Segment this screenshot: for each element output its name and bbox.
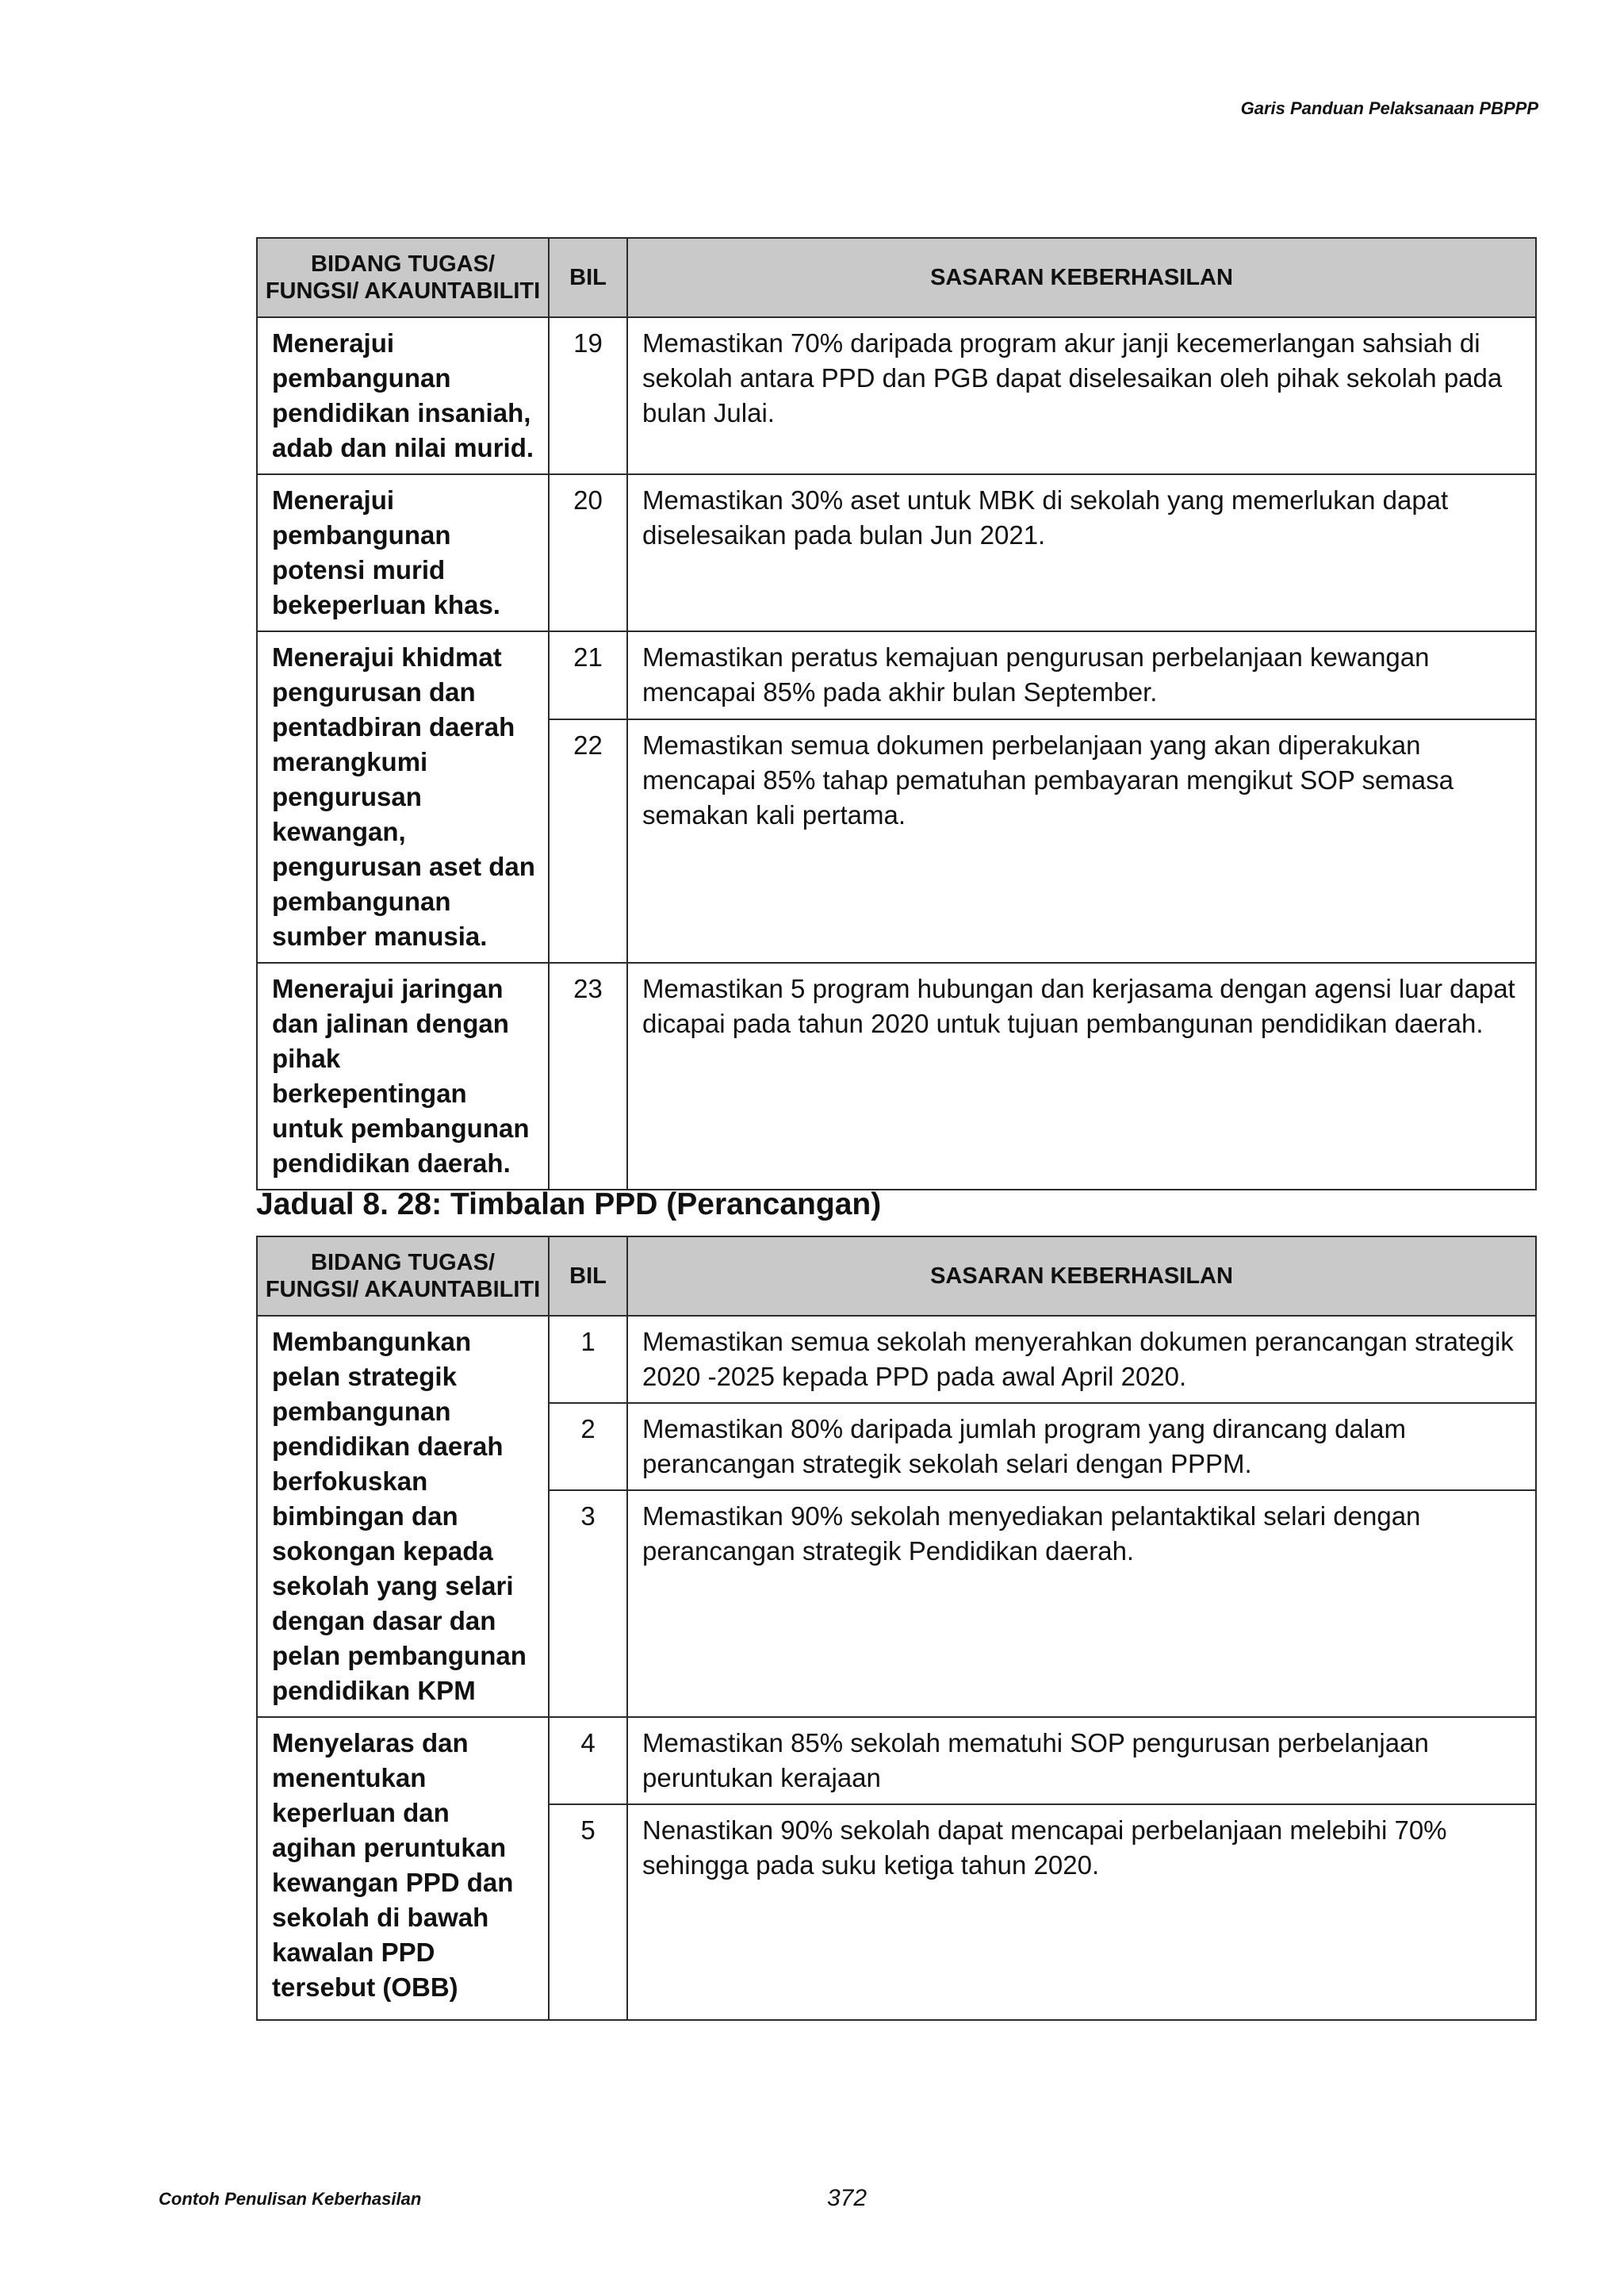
table-row [257,631,1536,719]
bil-cell: 22 [549,719,627,963]
bidang-cell: Menerajui khidmat pengurusan dan pentadbiran daerah merangkumi pengurusan kewangan, pengurusan aset dan pembangunan sumber manusia. [257,631,549,963]
header-bil: BIL [549,1236,627,1316]
bidang-cell: Membangunkan pelan strategik pembangunan pendidikan daerah berfokuskan bimbingan dan sokongan kepada sekolah yang selari dengan dasar dan pelan pembangunan pendidikan KPM [257,1316,549,1717]
header-sasaran: SASARAN KEBERHASILAN [627,1236,1536,1316]
table-akauntabiliti-2 [256,1236,1537,2021]
header-sasaran: SASARAN KEBERHASILAN [627,238,1536,317]
sasaran-cell: Memastikan 90% sekolah menyediakan pelantaktikal selari dengan perancangan strategik Pendidikan daerah. [627,1490,1536,1717]
sasaran-cell: Memastikan 70% daripada program akur janji kecemerlangan sahsiah di sekolah antara PPD dan PGB dapat diselesaikan oleh pihak sekolah pada bulan Julai. [627,317,1536,474]
page-number: 372 [827,2185,868,2211]
table-caption: Jadual 8. 28: Timbalan PPD (Perancangan) [256,1187,882,1221]
bil-cell: 20 [549,474,627,631]
bil-cell: 23 [549,963,627,1190]
table-row [257,474,1536,631]
sasaran-cell: Memastikan 85% sekolah mematuhi SOP pengurusan perbelanjaan peruntukan kerajaan [627,1717,1536,1804]
sasaran-cell: Memastikan 80% daripada jumlah program yang dirancang dalam perancangan strategik sekolah selari dengan PPPM. [627,1403,1536,1490]
bidang-cell: Menerajui pembangunan pendidikan insaniah, adab dan nilai murid. [257,317,549,474]
table-row [257,963,1536,1190]
table-row [257,317,1536,474]
bil-cell: 19 [549,317,627,474]
bil-cell: 5 [549,1804,627,2020]
sasaran-cell: Memastikan peratus kemajuan pengurusan perbelanjaan kewangan mencapai 85% pada akhir bulan September. [627,631,1536,719]
table-row [257,1717,1536,1804]
bil-cell: 1 [549,1316,627,1403]
bidang-cell: Menerajui jaringan dan jalinan dengan pihak berkepentingan untuk pembangunan pendidikan daerah. [257,963,549,1190]
bil-cell: 4 [549,1717,627,1804]
bidang-cell: Menerajui pembangunan potensi murid bekeperluan khas. [257,474,549,631]
sasaran-cell: Memastikan semua sekolah menyerahkan dokumen perancangan strategik 2020 -2025 kepada PPD pada awal April 2020. [627,1316,1536,1403]
sasaran-cell: Memastikan 30% aset untuk MBK di sekolah yang memerlukan dapat diselesaikan pada bulan Jun 2021. [627,474,1536,631]
header-bil: BIL [549,238,627,317]
sasaran-cell: Memastikan 5 program hubungan dan kerjasama dengan agensi luar dapat dicapai pada tahun 2020 untuk tujuan pembangunan pendidikan daerah. [627,963,1536,1190]
bil-cell: 2 [549,1403,627,1490]
header-bidang: BIDANG TUGAS/ FUNGSI/ AKAUNTABILITI [257,1236,549,1316]
table-akauntabiliti-1 [256,237,1537,1190]
bil-cell: 21 [549,631,627,719]
footer-section-title: Contoh Penulisan Keberhasilan [159,2189,422,2209]
table-row [257,1316,1536,1403]
header-bidang: BIDANG TUGAS/ FUNGSI/ AKAUNTABILITI [257,238,549,317]
bil-cell: 3 [549,1490,627,1717]
bidang-cell: Menyelaras dan menentukan keperluan dan agihan peruntukan kewangan PPD dan sekolah di bawah kawalan PPD tersebut (OBB) [257,1717,549,2020]
table-header-row [257,1236,1536,1316]
table-header-row [257,238,1536,317]
running-header: Garis Panduan Pelaksanaan PBPPP [1240,98,1538,118]
sasaran-cell: Nenastikan 90% sekolah dapat mencapai perbelanjaan melebihi 70% sehingga pada suku ketiga tahun 2020. [627,1804,1536,2020]
sasaran-cell: Memastikan semua dokumen perbelanjaan yang akan diperakukan mencapai 85% tahap pematuhan pembayaran mengikut SOP semasa semakan kali pertama. [627,719,1536,963]
